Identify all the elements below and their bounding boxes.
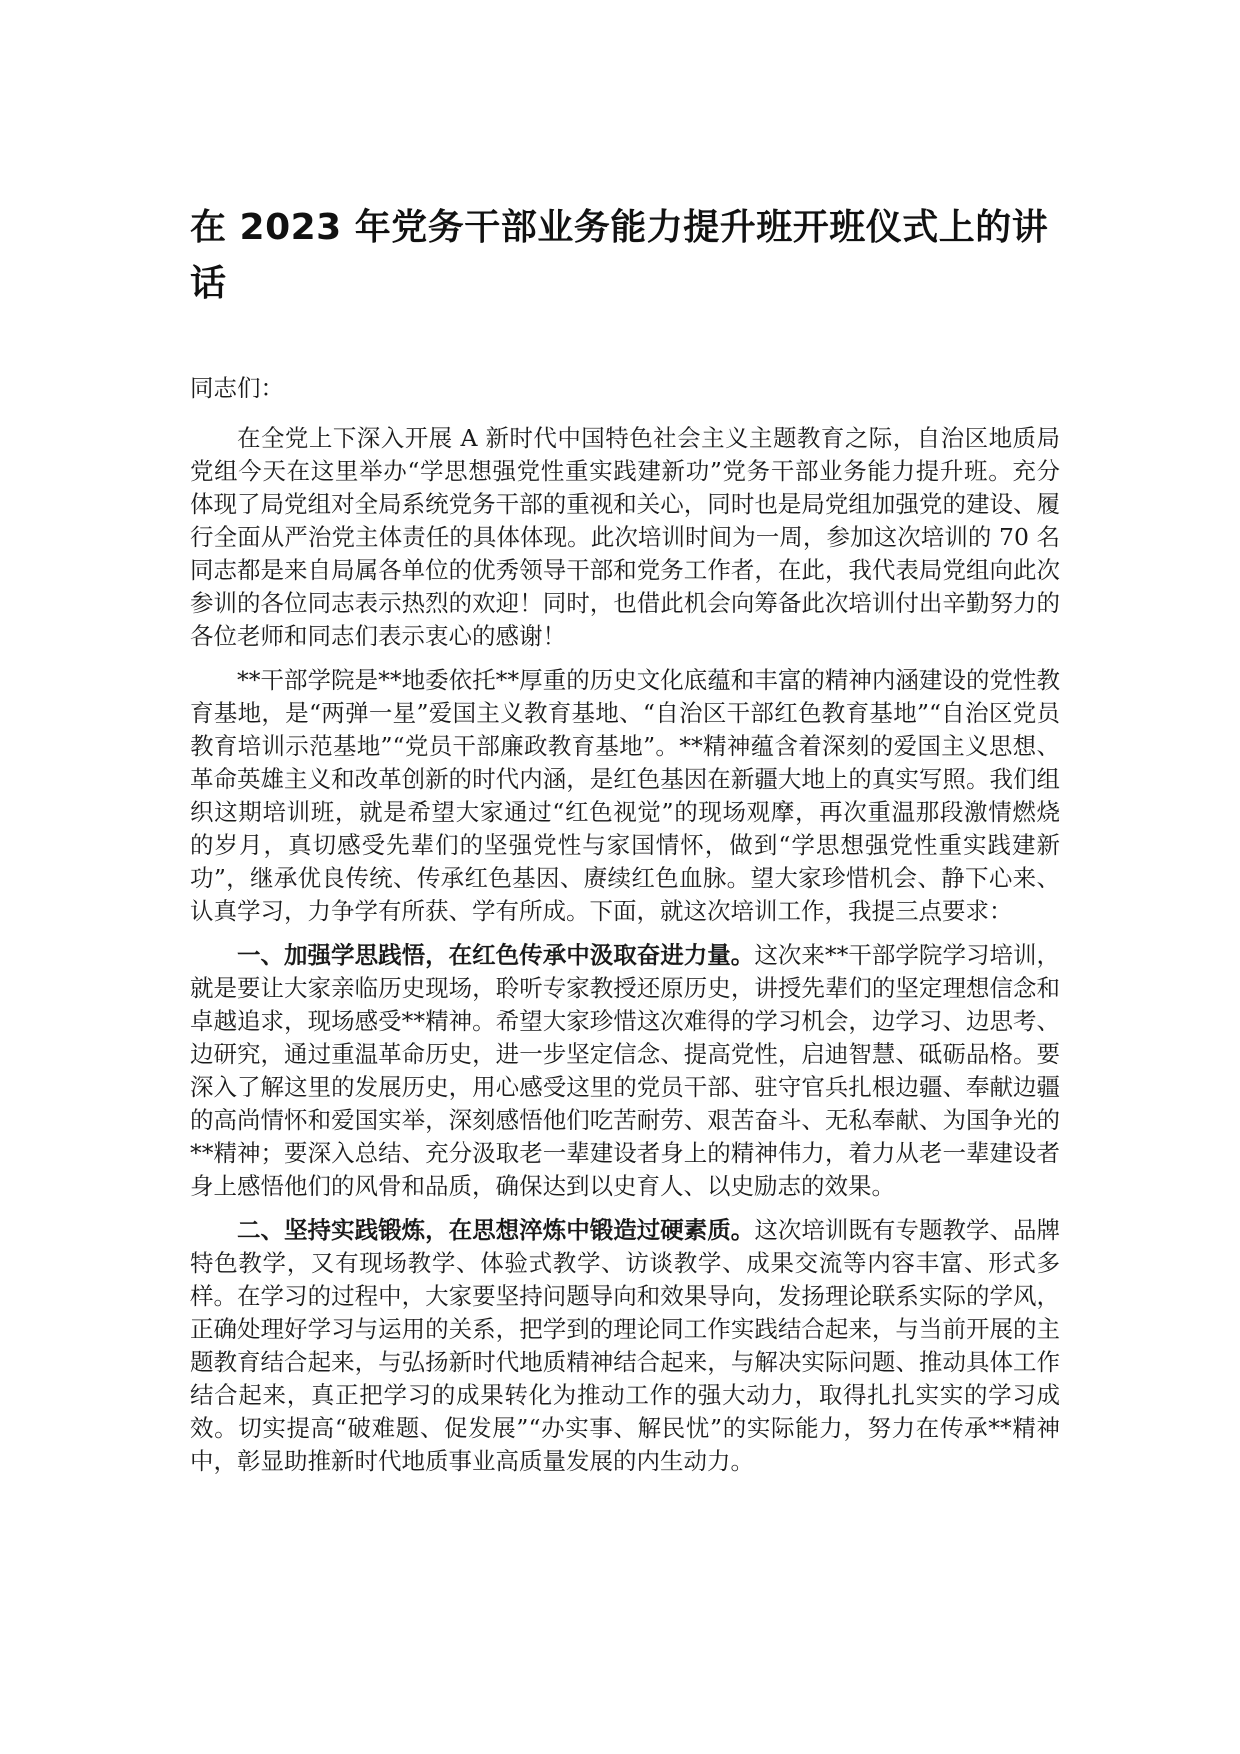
paragraph-text: **干部学院是**地委依托**厚重的历史文化底蕴和丰富的精神内涵建设的党性教育基地，是“两弹一星”爱国主义教育基地、“自治区干部红色教育基地”“自治区党员教育培训示范基地”“党员干部廉政教育基地”。**精神蕴含着深刻的爱国主义思想、革命英雄主义和改革创新的时代内涵，是红色基因在新疆大地上的真实写照。我们组织这期培训班，就是希望大家通过“红色视觉”的现场观摩，再次重温那段激情燃烧的岁月，真切感受先辈们的坚强党性与家国情怀，做到“学思想强党性重实践建新功”，继承优良传统、传承红色基因、赓续红色血脉。望大家珍惜机会、静下心来、认真学习，力争学有所获、学有所成。下面，就这次培训工作，我提三点要求： xyxy=(190,666,1060,925)
paragraph-text: 这次来**干部学院学习培训，就是要让大家亲临历史现场，聆听专家教授还原历史，讲授先辈们的坚定理想信念和卓越追求，现场感受**精神。希望大家珍惜这次难得的学习机会，边学习、边思考、边研究，通过重温革命历史，进一步坚定信念、提高党性，启迪智慧、砥砺品格。要深入了解这里的发展历史，用心感受这里的党员干部、驻守官兵扎根边疆、奉献边疆的高尚情怀和爱国实举，深刻感悟他们吃苦耐劳、艰苦奋斗、无私奉献、为国争光的**精神；要深入总结、充分汲取老一辈建设者身上的精神伟力，着力从老一辈建设者身上感悟他们的风骨和品质，确保达到以史育人、以史励志的效果。 xyxy=(190,941,1061,1200)
paragraph-intro xyxy=(190,422,1060,653)
paragraph-text: 在全党上下深入开展 A 新时代中国特色社会主义主题教育之际，自治区地质局党组今天在这里举办“学思想强党性重实践建新功”党务干部业务能力提升班。充分体现了局党组对全局系统党务干部的重视和关心，同时也是局党组加强党的建设、履行全面从严治党主体责任的具体体现。此次培训时间为一周，参加这次培训的 70 名同志都是来自局属各单位的优秀领导干部和党务工作者，在此，我代表局党组向此次参训的各位同志表示热烈的欢迎！同时，也借此机会向筹备此次培训付出辛勤努力的各位老师和同志们表示衷心的感谢！ xyxy=(190,424,1060,650)
paragraph-requirement-1 xyxy=(190,939,1060,1203)
salutation: 同志们： xyxy=(190,374,284,402)
section-heading: 二、坚持实践锻炼，在思想淬炼中锻造过硬素质。 xyxy=(237,1216,755,1244)
paragraph-academy xyxy=(190,664,1060,928)
section-heading: 一、加强学思践悟，在红色传承中汲取奋进力量。 xyxy=(237,941,755,969)
document-body xyxy=(190,372,1060,1489)
paragraph-requirement-2 xyxy=(190,1214,1060,1478)
document-title: 在 2023 年党务干部业务能力提升班开班仪式上的讲话 xyxy=(190,207,1049,304)
paragraph-text: 这次培训既有专题教学、品牌特色教学，又有现场教学、体验式教学、访谈教学、成果交流等内容丰富、形式多样。在学习的过程中，大家要坚持问题导向和效果导向，发扬理论联系实际的学风，正确处理好学习与运用的关系，把学到的理论同工作实践结合起来，与当前开展的主题教育结合起来，与弘扬新时代地质精神结合起来，与解决实际问题、推动具体工作结合起来，真正把学习的成果转化为推动工作的强大动力，取得扎扎实实的学习成效。切实提高“破难题、促发展”“办实事、解民忧”的实际能力，努力在传承**精神中，彰显助推新时代地质事业高质量发展的内生动力。 xyxy=(190,1216,1061,1475)
